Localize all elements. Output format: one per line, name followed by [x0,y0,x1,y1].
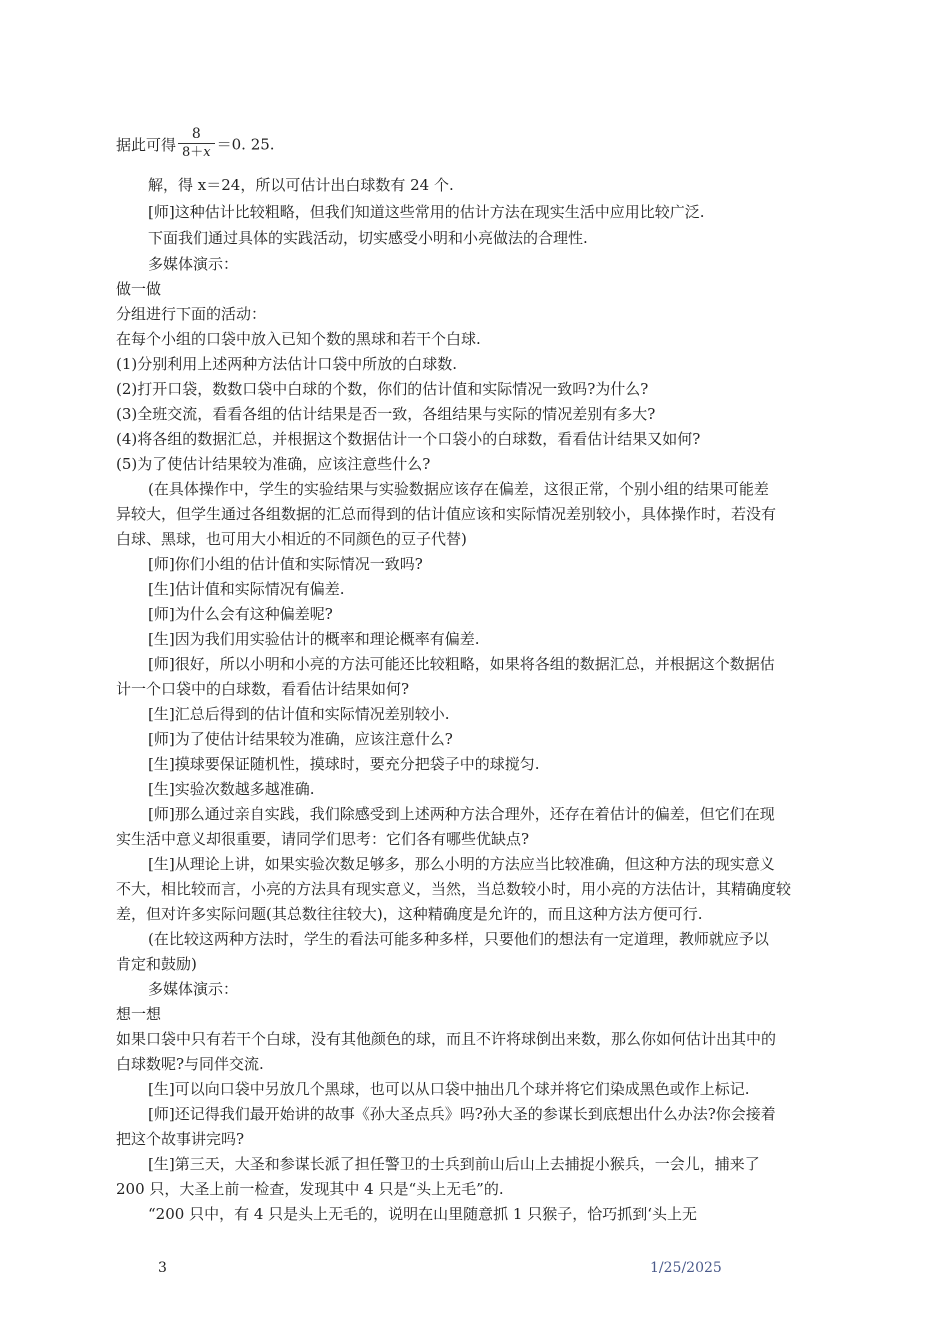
footer-date: 1/25/2025 [650,1260,722,1276]
list-item: (1)分别利用上述两种方法估计口袋中所放的白球数. [116,355,458,373]
text-line: 把这个故事讲完吗? [116,1130,245,1148]
dialogue-line: [师]你们小组的估计值和实际情况一致吗? [148,555,423,573]
text-line: [师]这种估计比较粗略，但我们知道这些常用的估计方法在现实生活中应用比较广泛. [148,203,705,221]
list-item: (5)为了使估计结果较为准确，应该注意些什么? [116,455,431,473]
text-line: 计一个口袋中的白球数，看看估计结果如何? [116,680,410,698]
dialogue-line: [师]那么通过亲自实践，我们除感受到上述两种方法合理外，还存在着估计的偏差，但它们在现 [148,805,775,823]
dialogue-line: [生]因为我们用实验估计的概率和理论概率有偏差. [148,630,480,648]
denominator-text: 8＋ [182,145,204,160]
dialogue-line: [生]实验次数越多越准确. [148,780,315,798]
text-line: 200 只，大圣上前一检查，发现其中 4 只是“头上无毛”的. [116,1180,504,1198]
denominator-variable: x [203,145,211,160]
text-line: 不大，相比较而言，小亮的方法具有现实意义，当然，当总数较小时，用小亮的方法估计，其精确度较 [116,880,792,898]
dialogue-line: [生]估计值和实际情况有偏差. [148,580,345,598]
text-line: 下面我们通过具体的实践活动，切实感受小明和小亮做法的合理性. [148,229,588,247]
text-line: 白球数呢?与同伴交流. [116,1055,264,1073]
fraction-denominator [178,144,215,161]
dialogue-line: [生]从理论上讲，如果实验次数足够多，那么小明的方法应当比较准确，但这种方法的现实意义 [148,855,775,873]
dialogue-line: [生]可以向口袋中另放几个黑球，也可以从口袋中抽出几个球并将它们染成黑色或作上标记. [148,1080,750,1098]
text-line: 如果口袋中只有若干个白球，没有其他颜色的球，而且不许将球倒出来数，那么你如何估计出其中的 [116,1030,777,1048]
section-heading: 想一想 [116,1005,162,1023]
dialogue-line: [师]还记得我们最开始讲的故事《孙大圣点兵》吗?孙大圣的参谋长到底想出什么办法?你会接着 [148,1105,776,1123]
text-line: 在每个小组的口袋中放入已知个数的黑球和若干个白球. [116,330,481,348]
dialogue-line: [师]为什么会有这种偏差呢? [148,605,333,623]
formula-prefix: 据此可得 [116,135,177,154]
text-line: 多媒体演示： [148,255,239,273]
dialogue-line: [师]为了使估计结果较为准确，应该注意什么? [148,730,453,748]
list-item: (4)将各组的数据汇总，并根据这个数据估计一个口袋小的白球数，看看估计结果又如何? [116,430,701,448]
list-item: (3)全班交流，看看各组的估计结果是否一致，各组结果与实际的情况差别有多大? [116,405,656,423]
section-heading: 做一做 [116,280,162,298]
formula-result: ＝0. 25. [216,135,275,154]
fraction [178,126,215,161]
text-line: 分组进行下面的活动： [116,305,267,323]
text-line: 异较大，但学生通过各组数据的汇总而得到的估计值应该和实际情况差别较小，具体操作时，若没有 [116,505,777,523]
dialogue-line: [生]第三天，大圣和参谋长派了担任警卫的士兵到前山后山上去捕捉小猴兵，一会儿，捕来了 [148,1155,760,1173]
text-line: 差，但对许多实际问题(其总数往往较大)，这种精确度是允许的，而且这种方法方便可行. [116,905,703,923]
dialogue-line: [师]很好，所以小明和小亮的方法可能还比较粗略，如果将各组的数据汇总，并根据这个数据估 [148,655,775,673]
page-number: 3 [158,1260,167,1276]
text-line: (在比较这两种方法时，学生的看法可能多种多样，只要他们的想法有一定道理，教师就应予以 [148,930,769,948]
text-line: 解，得 x＝24，所以可估计出白球数有 24 个. [148,176,454,194]
dialogue-line: [生]汇总后得到的估计值和实际情况差别较小. [148,705,450,723]
text-line: (在具体操作中，学生的实验结果与实验数据应该存在偏差，这很正常，个别小组的结果可能差 [148,480,769,498]
list-item: (2)打开口袋，数数口袋中白球的个数，你们的估计值和实际情况一致吗?为什么? [116,380,649,398]
text-line: 实生活中意义却很重要，请同学们思考：它们各有哪些优缺点? [116,830,530,848]
text-line: 多媒体演示： [148,980,239,998]
text-line: 白球、黑球，也可用大小相近的不同颜色的豆子代替) [116,530,467,548]
text-line: “200 只中，有 4 只是头上无毛的，说明在山里随意抓 1 只猴子，恰巧抓到‘头上无 [148,1205,697,1223]
text-line: 肯定和鼓励) [116,955,197,973]
dialogue-line: [生]摸球要保证随机性，摸球时，要充分把袋子中的球搅匀. [148,755,540,773]
fraction-numerator: 8 [178,126,215,144]
formula-line [116,128,275,163]
